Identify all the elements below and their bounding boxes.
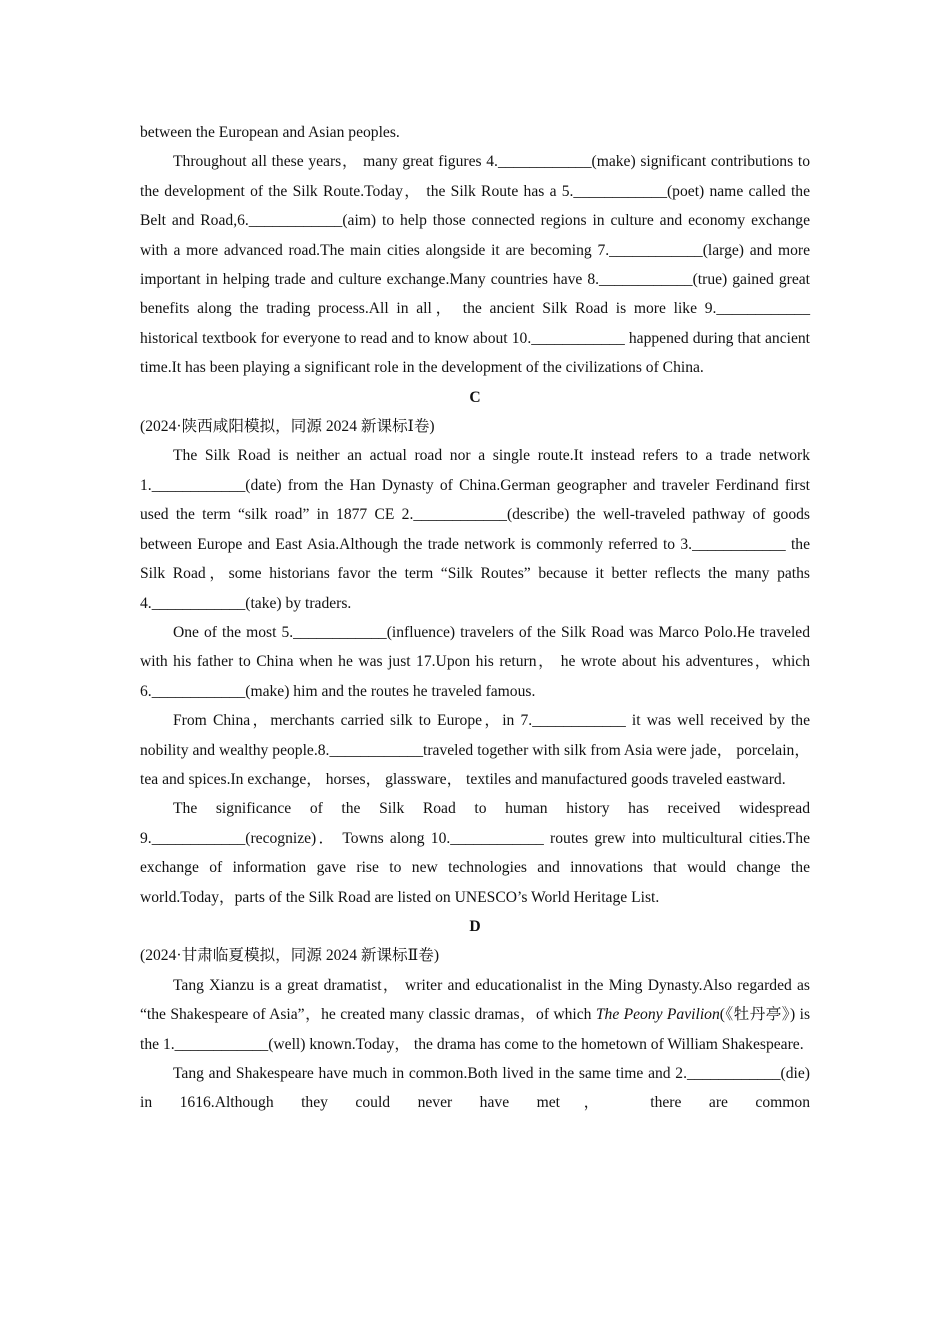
- paragraph-d-1-end: (《牡丹亭》) is the 1.____________(well) known.Today， the drama has come to the hometown of William Shakespeare.: [140, 1006, 811, 1053]
- paragraph-d-2: Tang and Shakespeare have much in common.Both lived in the same time and 2.____________(die) in 1616.Although they could never have met， there are common: [140, 1065, 810, 1112]
- section-heading-c: C: [469, 388, 481, 406]
- paragraph-b-end: between the European and Asian peoples.: [140, 124, 400, 141]
- paragraph-d-1: [140, 971, 810, 1059]
- section-heading-d: D: [469, 917, 481, 935]
- paragraph-c-3: From China，merchants carried silk to Europe，in 7.____________ it was well received by the nobility and wealthy people.8.____________traveled together with silk from Asia were jade， porcelain， tea and spices.In exchange， horses， glassware， textiles and manufactured goods traveled eastward.: [140, 712, 810, 788]
- source-note-d: (2024·甘肃临夏模拟，同源 2024 新课标Ⅱ卷): [140, 947, 440, 965]
- paragraph-b-2: Throughout all these years， many great figures 4.____________(make) significant contributions to the development of the Silk Route.Today， the Silk Route has a 5.____________(poet) name called the Belt and Road,6.____________(aim) to help those connected regions in culture and economy exchange with a more advanced road.The main cities alongside it are becoming 7.____________(large) and more important in helping trade and culture exchange.Many countries have 8.____________(true) gained great benefits along the trading process.All in all， the ancient Silk Road is more like 9.____________ historical textbook for everyone to read and to know about 10.____________ happened during that ancient time.It has been playing a significant role in the development of the civilizations of China.: [140, 153, 810, 377]
- drama-title: The Peony Pavilion: [595, 1006, 720, 1024]
- paragraph-c-1: The Silk Road is neither an actual road nor a single route.It instead refers to a trade network 1.____________(date) from the Han Dynasty of China.German geographer and traveler Ferdinand first used the term “silk road” in 1877 CE 2.____________(describe) the well-traveled pathway of goods between Europe and East Asia.Although the trade network is commonly referred to 3.____________ the Silk Road，some historians favor the term “Silk Routes” because it better reflects the many paths 4.____________(take) by traders.: [140, 447, 810, 612]
- document-page: [140, 118, 810, 1118]
- paragraph-c-4: The significance of the Silk Road to human history has received widespread 9.____________(recognize)． Towns along 10.____________ routes grew into multicultural cities.The exchange of information gave rise to new technologies and innovations that would change the world.Today，parts of the Silk Road are listed on UNESCO’s World Heritage List.: [140, 800, 810, 906]
- paragraph-c-2: One of the most 5.____________(influence) travelers of the Silk Road was Marco Polo.He traveled with his father to China when he was just 17.Upon his return， he wrote about his adventures，which 6.____________(make) him and the routes he traveled famous.: [140, 623, 810, 700]
- source-note-c: (2024·陕西咸阳模拟，同源 2024 新课标Ⅰ卷): [140, 418, 435, 436]
- paragraph-d-1-start: Tang Xianzu is a great dramatist， writer and educationalist in the Ming Dynasty.Also regarded as “the Shakespeare of Asia”，he created many classic dramas，of which: [140, 976, 810, 1024]
